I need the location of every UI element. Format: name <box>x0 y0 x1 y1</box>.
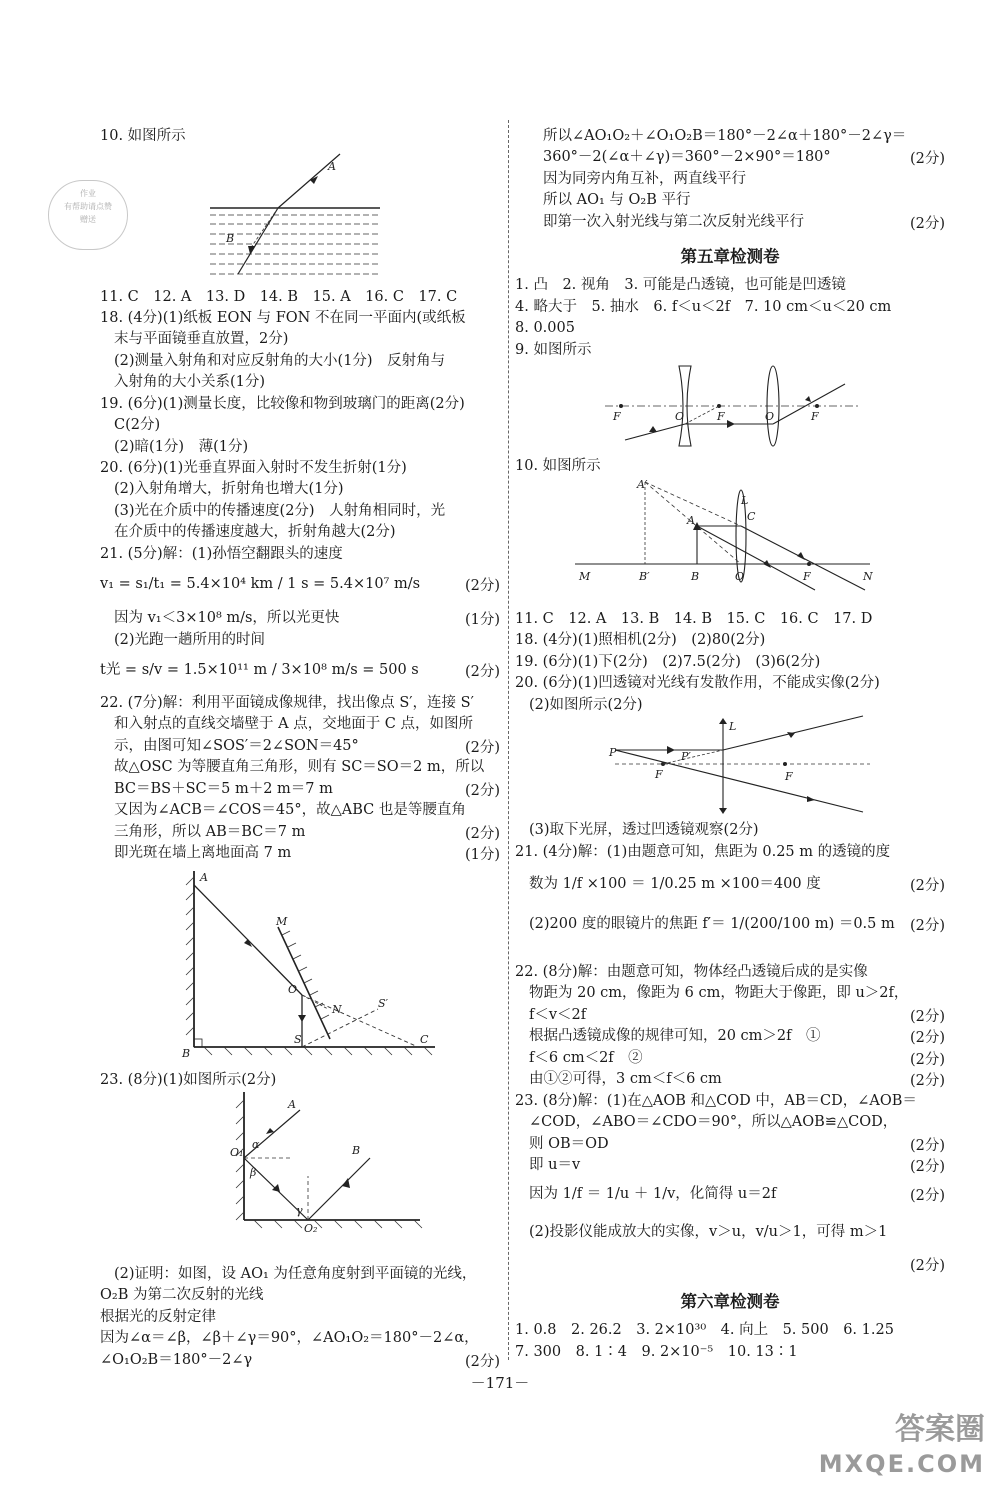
points: (2分) <box>909 1052 945 1068</box>
answer-line: O₂B 为第二次反射的光线 <box>100 1287 264 1303</box>
svg-text:S: S <box>294 1033 302 1046</box>
svg-text:α: α <box>252 1138 260 1151</box>
page-number: －171－ <box>470 1374 530 1392</box>
svg-text:O: O <box>735 570 745 583</box>
answer-line: 18. (4分)(1)照相机(2分) (2)80(2分) <box>515 632 766 648</box>
answer-line: 又因为∠ACB＝∠COS＝45°，故△ABC 也是等腰直角 <box>114 802 466 818</box>
answer-line: 因为同旁内角互补，两直线平行 <box>543 171 746 187</box>
points: (2分) <box>909 1159 945 1175</box>
section-title: 第六章检测卷 <box>680 1292 780 1311</box>
svg-text:F: F <box>803 570 811 583</box>
answer-line: 22. (8分)解：由题意可知，物体经凸透镜后成的是实像 <box>515 964 868 980</box>
answer-line: f＜v＜2f <box>529 1007 587 1023</box>
svg-text:N: N <box>863 570 873 583</box>
svg-text:M: M <box>579 570 591 583</box>
formula-line: t光 = s/v = 1.5×10¹¹ m / 3×10⁸ m/s = 500 s <box>100 662 419 678</box>
points: (2分) <box>909 918 945 934</box>
svg-text:C: C <box>420 1033 429 1046</box>
points: (2分) <box>464 740 500 756</box>
answer-line: 三角形，所以 AB＝BC＝7 m <box>114 824 306 840</box>
answer-line: (3)取下光屏，透过凹透镜观察(2分) <box>529 822 759 838</box>
svg-text:B′: B′ <box>639 570 650 583</box>
svg-text:A: A <box>687 514 695 527</box>
svg-text:F: F <box>655 768 663 781</box>
svg-text:A: A <box>288 1098 296 1111</box>
svg-text:F: F <box>717 410 725 423</box>
svg-text:F: F <box>785 770 793 783</box>
svg-text:A′: A′ <box>637 478 648 491</box>
svg-text:B: B <box>352 1144 361 1157</box>
answer-line: 11. C 12. A 13. D 14. B 15. A 16. C 17. C <box>100 289 458 305</box>
points: (2分) <box>909 878 945 894</box>
points: (2分) <box>909 151 945 167</box>
svg-text:A: A <box>328 160 336 173</box>
answer-line: 则 OB＝OD <box>529 1136 609 1152</box>
points: (1分) <box>464 847 500 863</box>
svg-text:P′: P′ <box>681 750 691 763</box>
points: (2分) <box>464 578 500 594</box>
answer-line: 9. 如图所示 <box>515 342 592 358</box>
svg-text:O: O <box>765 410 775 423</box>
points: (2分) <box>909 1258 945 1274</box>
answer-line: 即光斑在墙上离地面高 7 m <box>114 845 292 861</box>
answer-line: 由①②可得，3 cm＜f＜6 cm <box>529 1071 722 1087</box>
svg-text:F: F <box>613 410 621 423</box>
svg-text:S′: S′ <box>378 997 389 1010</box>
answer-line: 18. (4分)(1)纸板 EON 与 FON 不在同一平面内(或纸板 <box>100 310 466 326</box>
answer-line: (2)光跑一趟所用的时间 <box>114 632 266 648</box>
points: (2分) <box>909 1138 945 1154</box>
points: (2分) <box>909 1009 945 1025</box>
answer-line: (2)测量入射角和对应反射角的大小(1分) 反射角与 <box>114 353 446 369</box>
stamp-watermark: 作业 有帮助请点赞 赠送 <box>48 180 128 250</box>
formula-line: v₁ = s₁/t₁ = 5.4×10⁴ km / 1 s = 5.4×10⁷ m/s <box>100 576 421 592</box>
answer-line: (2)证明：如图，设 AO₁ 为任意角度射到平面镜的光线， <box>114 1266 477 1282</box>
answer-line: f＜6 cm＜2f ② <box>529 1050 643 1066</box>
answer-line: 即第一次入射光线与第二次反射光线平行 <box>543 214 804 230</box>
svg-text:γ: γ <box>296 1204 303 1217</box>
points: (2分) <box>464 826 500 842</box>
lens-diagram-9 <box>605 362 865 452</box>
points: (2分) <box>464 664 500 680</box>
answer-line: 7. 300 8. 1∶4 9. 2×10⁻⁵ 10. 13∶1 <box>515 1344 798 1360</box>
refraction-diagram <box>210 146 390 286</box>
answer-line: (2)如图所示(2分) <box>529 697 643 713</box>
answer-line: 根据光的反射定律 <box>100 1309 216 1325</box>
answer-line: 11. C 12. A 13. B 14. B 15. C 16. C 17. D <box>515 611 873 627</box>
concave-lens-diagram <box>609 716 875 816</box>
answer-line: 1. 0.8 2. 26.2 3. 2×10³⁰ 4. 向上 5. 500 6. 1.25 <box>515 1322 894 1338</box>
answer-line: 即 u＝v <box>529 1157 581 1173</box>
site-watermark: 答案圈 MXQE.COM <box>818 1412 985 1478</box>
answer-line: 和入射点的直线交墙壁于 A 点，交地面于 C 点，如图所 <box>114 716 474 732</box>
answer-line: 21. (5分)解：(1)孙悟空翻跟头的速度 <box>100 546 343 562</box>
answer-line: 1. 凸 2. 视角 3. 可能是凸透镜，也可能是凹透镜 <box>515 277 846 293</box>
answer-line: 19. (6分)(1)测量长度，比较像和物到玻璃门的距离(2分) <box>100 396 465 412</box>
points: (2分) <box>909 216 945 232</box>
answer-line: 根据凸透镜成像的规律可知，20 cm＞2f ① <box>529 1028 821 1044</box>
svg-text:M: M <box>276 915 288 928</box>
double-mirror-diagram <box>230 1092 430 1235</box>
answer-line: 22. (7分)解：利用平面镜成像规律，找出像点 S′，连接 S′ <box>100 695 474 711</box>
svg-text:F: F <box>811 410 819 423</box>
svg-text:O: O <box>288 983 298 996</box>
column-divider <box>508 120 509 1360</box>
answer-line: (3)光在介质中的传播速度(2分) 人射角相同时，光 <box>114 503 446 519</box>
points: (2分) <box>909 1030 945 1046</box>
answer-line: 末与平面镜垂直放置，2分) <box>114 331 289 347</box>
svg-text:C: C <box>747 510 756 523</box>
answer-line: 19. (6分)(1)下(2分) (2)7.5(2分) (3)6(2分) <box>515 654 821 670</box>
answer-line: 8. 0.005 <box>515 320 575 336</box>
svg-text:L: L <box>729 720 737 733</box>
points: (2分) <box>909 1188 945 1204</box>
svg-text:O: O <box>675 410 685 423</box>
svg-text:O₁: O₁ <box>230 1146 244 1159</box>
formula-line: (2)200 度的眼镜片的焦距 f′＝ 1/(200/100 m) ＝0.5 m <box>529 916 895 932</box>
answer-line: 21. (4分)解：(1)由题意可知，焦距为 0.25 m 的透镜的度 <box>515 844 891 860</box>
answer-line: 入射角的大小关系(1分) <box>114 374 266 390</box>
section-title: 第五章检测卷 <box>680 247 780 266</box>
formula-line: (2)投影仪能成放大的实像，v＞u，v/u＞1，可得 m＞1 <box>529 1224 888 1240</box>
answer-line: 23. (8分)解：(1)在△AOB 和△COD 中，AB＝CD，∠AOB＝ <box>515 1093 917 1109</box>
svg-text:L: L <box>741 494 749 507</box>
formula-line: 因为 1/f ＝ 1/u ＋ 1/v，化简得 u＝2f <box>529 1186 777 1202</box>
answer-line: 所以∠AO₁O₂＋∠O₁O₂B＝180°－2∠α＋180°－2∠γ＝ <box>543 128 907 144</box>
answer-line: 10. 如图所示 <box>100 128 186 144</box>
answer-line: (2)入射角增大，折射角也增大(1分) <box>114 481 344 497</box>
svg-text:O₂: O₂ <box>304 1222 318 1235</box>
answer-line: 4. 略大于 5. 抽水 6. f＜u＜2f 7. 10 cm＜u＜20 cm <box>515 299 892 315</box>
answer-line: 23. (8分)(1)如图所示(2分) <box>100 1072 277 1088</box>
svg-text:N: N <box>332 1003 342 1016</box>
answer-line: C(2分) <box>114 417 161 433</box>
answer-line: BC＝BS＋SC＝5 m＋2 m＝7 m <box>114 781 333 797</box>
formula-line: 数为 1/f ×100 ＝ 1/0.25 m ×100＝400 度 <box>529 876 821 892</box>
points: (2分) <box>464 1354 500 1370</box>
answer-line: ∠COD，∠ABO＝∠CDO＝90°，所以△AOB≌△COD， <box>529 1114 898 1130</box>
svg-text:A: A <box>200 871 208 884</box>
answer-line: 因为 v₁＜3×10⁸ m/s，所以光更快 <box>114 610 340 626</box>
lens-diagram-10 <box>575 476 875 591</box>
answer-line: 20. (6分)(1)凹透镜对光线有发散作用，不能成实像(2分) <box>515 675 880 691</box>
svg-text:B: B <box>182 1047 191 1060</box>
answer-line: 20. (6分)(1)光垂直界面入射时不发生折射(1分) <box>100 460 407 476</box>
answer-line: 故△OSC 为等腰直角三角形，则有 SC＝SO＝2 m，所以 <box>114 759 485 775</box>
answer-line: (2)暗(1分) 薄(1分) <box>114 439 249 455</box>
svg-text:P: P <box>609 746 617 759</box>
svg-text:β: β <box>250 1166 257 1179</box>
mirror-wall-diagram <box>180 867 440 1060</box>
points: (1分) <box>464 612 500 628</box>
answer-line: 物距为 20 cm，像距为 6 cm，物距大于像距，即 u＞2f， <box>529 985 909 1001</box>
answer-line: 在介质中的传播速度越大，折射角越大(2分) <box>114 524 396 540</box>
answer-line: 示，由图可知∠SOS′＝2∠SON＝45° <box>114 738 359 754</box>
points: (2分) <box>909 1073 945 1089</box>
answer-line: 360°－2(∠α＋∠γ)＝360°－2×90°＝180° <box>543 149 831 165</box>
svg-text:B: B <box>691 570 700 583</box>
points: (2分) <box>464 783 500 799</box>
answer-line: 因为∠α＝∠β，∠β＋∠γ＝90°，∠AO₁O₂＝180°－2∠α， <box>100 1330 479 1346</box>
answer-line: 10. 如图所示 <box>515 458 601 474</box>
answer-line: ∠O₁O₂B＝180°－2∠γ <box>100 1352 253 1368</box>
answer-line: 所以 AO₁ 与 O₂B 平行 <box>543 192 691 208</box>
svg-text:B: B <box>226 232 235 245</box>
